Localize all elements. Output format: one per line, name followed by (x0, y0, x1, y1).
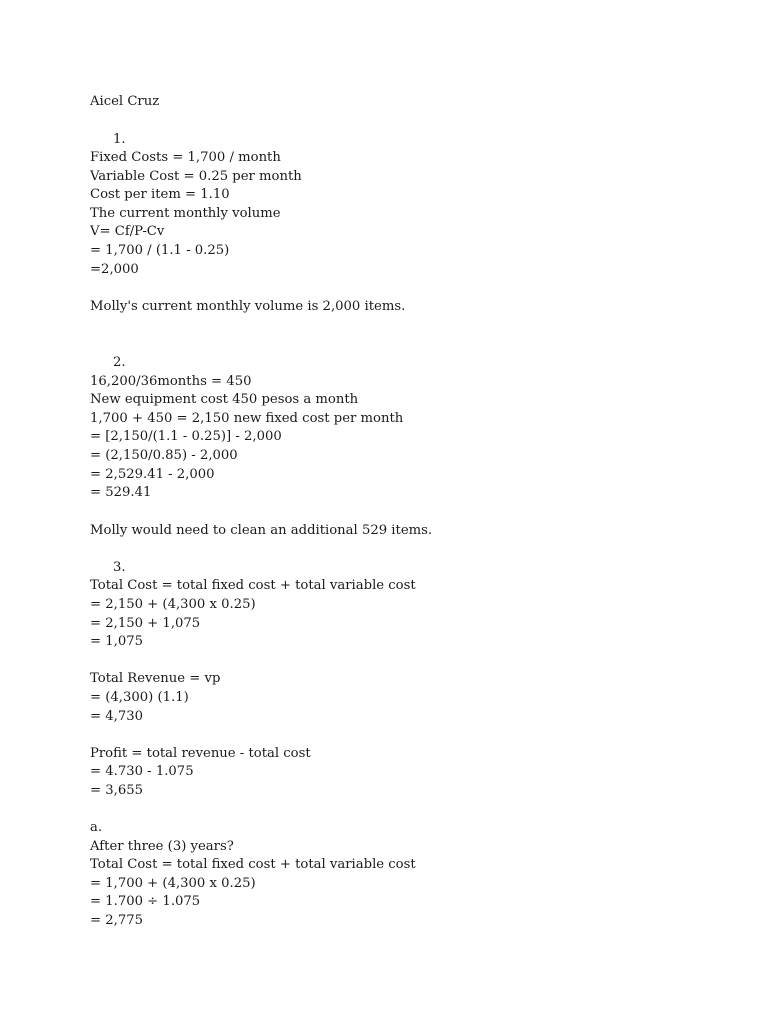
text-line: = 529.41 (90, 485, 152, 500)
text-line: = [2,150/(1.1 - 0.25)] - 2,000 (90, 429, 282, 444)
text-line: = (2,150/0.85) - 2,000 (90, 448, 238, 463)
text-line: Total Cost = total fixed cost + total variable cost (90, 857, 416, 872)
item-number-3: 3. (113, 560, 126, 575)
item-number-1: 1. (113, 132, 126, 147)
text-line: = 1.700 ÷ 1.075 (90, 894, 201, 909)
text-line: New equipment cost 450 pesos a month (90, 392, 359, 407)
text-line: = 1,700 + (4,300 x 0.25) (90, 876, 256, 891)
text-line: After three (3) years? (90, 839, 234, 854)
text-line: = 4,730 (90, 709, 143, 724)
conclusion-1: Molly's current monthly volume is 2,000 items. (90, 299, 406, 314)
author-name: Aicel Cruz (90, 94, 160, 109)
text-line: = 2,529.41 - 2,000 (90, 467, 215, 482)
text-line: Profit = total revenue - total cost (90, 746, 311, 761)
text-line: Total Cost = total fixed cost + total variable cost (90, 578, 416, 593)
text-line: Fixed Costs = 1,700 / month (90, 150, 281, 165)
text-line: Variable Cost = 0.25 per month (90, 169, 302, 184)
text-line: 16,200/36months = 450 (90, 374, 252, 389)
text-line: = 4.730 - 1.075 (90, 764, 194, 779)
text-line: = 1,075 (90, 634, 143, 649)
text-line: = (4,300) (1.1) (90, 690, 189, 705)
text-line: V= Cf/P-Cv (90, 224, 165, 239)
text-line: = 2,775 (90, 913, 143, 928)
text-line: = 2,150 + 1,075 (90, 616, 201, 631)
subitem-label-a: a. (90, 820, 103, 835)
text-line: = 2,150 + (4,300 x 0.25) (90, 597, 256, 612)
text-line: = 3,655 (90, 783, 143, 798)
text-line: Cost per item = 1.10 (90, 187, 230, 202)
text-line: Total Revenue = vp (90, 671, 221, 686)
conclusion-2: Molly would need to clean an additional 529 items. (90, 523, 433, 538)
text-line: 1,700 + 450 = 2,150 new fixed cost per month (90, 411, 404, 426)
text-line: =2,000 (90, 262, 139, 277)
text-line: The current monthly volume (90, 206, 281, 221)
item-number-2: 2. (113, 355, 126, 370)
text-line: = 1,700 / (1.1 - 0.25) (90, 243, 230, 258)
